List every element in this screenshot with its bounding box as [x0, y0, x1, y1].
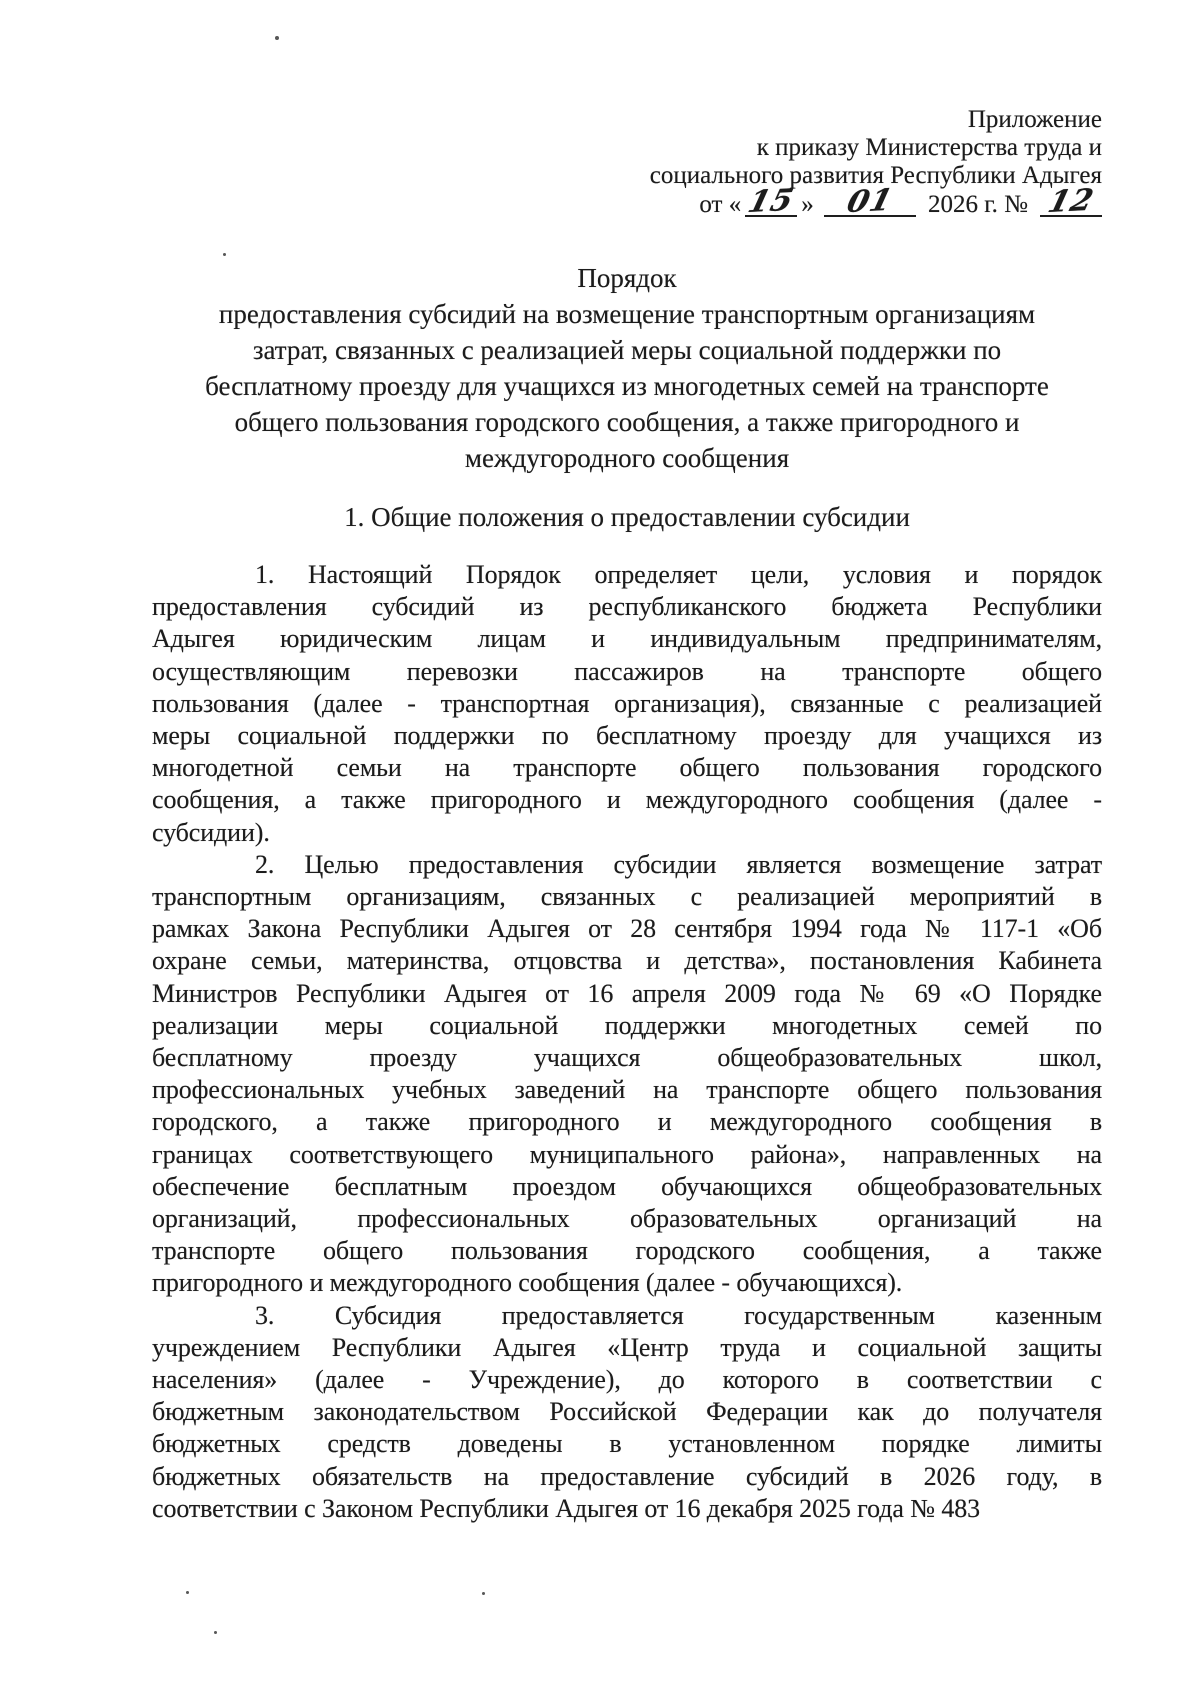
text-line: 3. Субсидия предоставляется государственным казенным — [255, 1300, 1102, 1330]
month-blank — [824, 182, 916, 221]
scan-speck — [482, 1592, 485, 1595]
handwritten-month: 01 — [843, 182, 897, 221]
handwritten-day: 15 — [744, 182, 798, 221]
text-line: пользования (далее - транспортная организация), связанные с реализацией — [152, 688, 1102, 718]
date-close-quote: » — [801, 191, 814, 218]
text-line: профессиональных учебных заведений на транспорте общего пользования — [152, 1075, 1102, 1105]
text-line: Адыгея юридическим лицам и индивидуальным предпринимателям, — [152, 624, 1102, 654]
text-line: затрат, связанных с реализацией меры социальной поддержки по — [252, 335, 1002, 365]
text-line: границах соответствующего муниципального района», направленных на — [152, 1139, 1102, 1169]
handwritten-number: 12 — [1044, 182, 1098, 221]
order-reference-line: к приказу Министерства труда и — [756, 134, 1102, 161]
paragraph-1 — [152, 559, 1102, 849]
text-line: обеспечение бесплатным проездом обучающихся общеобразовательных — [152, 1171, 1102, 1201]
text-line: рамках Закона Республики Адыгея от 28 сентября 1994 года № 117-1 «Об — [152, 914, 1102, 944]
text-line: бесплатному проезду учащихся общеобразовательных школ, — [152, 1043, 1102, 1073]
text-line: реализации меры социальной поддержки многодетных семей по — [152, 1010, 1102, 1040]
text-line: бюджетных обязательств на предоставление субсидий в 2026 году, в — [152, 1461, 1102, 1491]
text-line: бесплатному проезду для учащихся из многодетных семей на транспорте — [205, 371, 1049, 401]
text-line: охране семьи, материнства, отцовства и детства», постановления Кабинета — [152, 946, 1102, 976]
text-line: 1. Настоящий Порядок определяет цели, условия и порядок — [255, 560, 1102, 589]
text-line: 2. Целью предоставления субсидии является возмещение затрат — [255, 849, 1102, 879]
year-and-number-label: 2026 г. № — [927, 191, 1028, 218]
scan-speck — [186, 1591, 189, 1594]
day-blank — [744, 182, 798, 221]
text-line: общего пользования городского сообщения, а также пригородного и — [234, 407, 1020, 437]
text-line: пригородного и междугородного сообщения (далее - обучающихся). — [152, 1268, 903, 1298]
document-title — [152, 260, 1102, 476]
text-line: транспортным организациям, связанных с реализацией мероприятий в — [152, 882, 1102, 912]
text-line: Министров Республики Адыгея от 16 апреля 2009 года № 69 «О Порядке — [152, 978, 1102, 1008]
text-line: бюджетным законодательством Российской Федерации как до получателя — [152, 1397, 1102, 1427]
date-prefix: от « — [699, 191, 742, 218]
text-line: междугородного сообщения — [464, 443, 790, 473]
paragraph-3 — [152, 1300, 1102, 1525]
text-line: субсидии). — [152, 817, 270, 847]
text-line: организаций, профессиональных образовательных организаций на — [152, 1204, 1102, 1234]
appendix-label: Приложение — [967, 106, 1102, 133]
text-line: предоставления субсидий из республиканского бюджета Республики — [152, 592, 1102, 622]
text-line: учреждением Республики Адыгея «Центр труда и социальной защиты — [152, 1332, 1102, 1362]
scan-speck — [223, 253, 226, 256]
text-line: меры социальной поддержки по бесплатному проезду для учащихся из — [152, 721, 1102, 751]
order-date-line — [650, 182, 1102, 221]
text-line: Порядок — [577, 263, 677, 293]
number-blank — [1040, 182, 1102, 221]
text-line: предоставления субсидий на возмещение транспортным организациям — [218, 299, 1036, 329]
text-line: осуществляющим перевозки пассажиров на транспорте общего — [152, 656, 1102, 686]
scan-speck — [275, 36, 279, 40]
text-line: бюджетных средств доведены в установленном порядке лимиты — [152, 1429, 1102, 1459]
document-body — [152, 559, 1102, 1525]
text-line: транспорте общего пользования городского сообщения, а также — [152, 1236, 1102, 1266]
section-heading: 1. Общие положения о предоставлении субсидии — [344, 502, 910, 532]
paragraph-2 — [152, 849, 1102, 1300]
text-line: соответствии с Законом Республики Адыгея от 16 декабря 2025 года № 483 — [152, 1493, 981, 1523]
scan-speck — [214, 1631, 217, 1634]
ministry-name-line: социального развития Республики Адыгея — [649, 162, 1102, 189]
text-line: сообщения, а также пригородного и междугородного сообщения (далее - — [152, 785, 1102, 815]
text-line: многодетной семьи на транспорте общего пользования городского — [152, 753, 1102, 783]
appendix-header — [650, 106, 1102, 219]
text-line: городского, а также пригородного и междугородного сообщения в — [152, 1107, 1102, 1137]
text-line: населения» (далее - Учреждение), до которого в соответствии с — [152, 1365, 1102, 1395]
